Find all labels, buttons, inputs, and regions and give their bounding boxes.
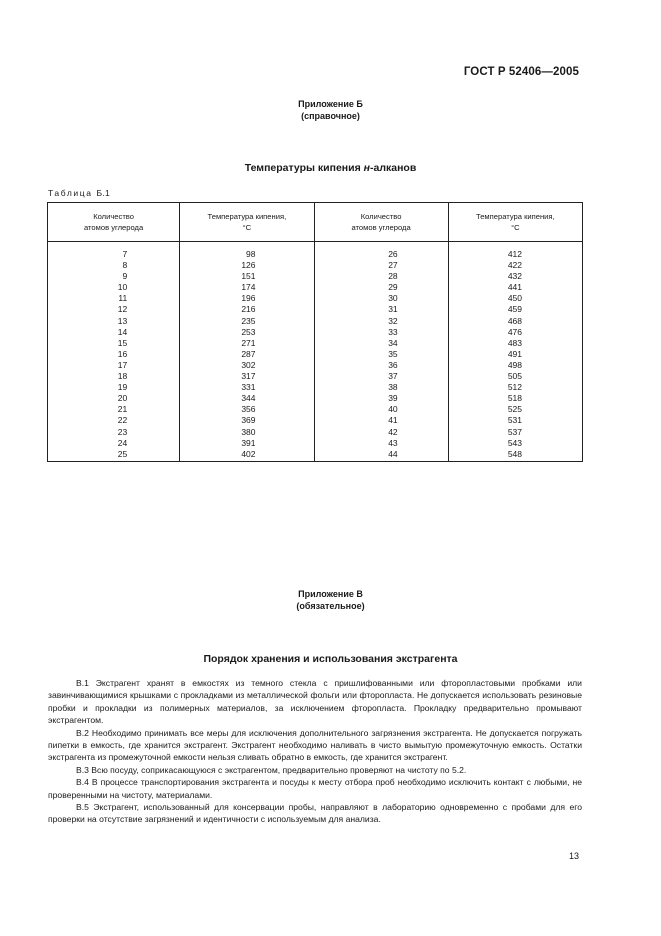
appendix-b-status: (справочное): [301, 111, 360, 121]
table-cell: 25: [48, 449, 180, 462]
table-row: [48, 415, 583, 426]
table-cell: 476: [448, 327, 582, 338]
table-cell: 483: [448, 338, 582, 349]
paragraph-v1: В.1 Экстрагент хранят в емкостях из темного стекла с пришлифованными или фторопластовыми пробками или завинчивающимися крышками с прокладками из металлической фольги или фторопласта. Не допускается использовать резиновые пробки и прокладки из полимерных материалов, за исключением фторопласта. Прокладку предварительно промывают экстрагентом.: [48, 678, 582, 726]
heading-suffix: -алканов: [369, 162, 417, 174]
header-carbon-count-1: Количество атомов углерода: [48, 203, 180, 242]
table-cell: 17: [48, 360, 180, 371]
table-cell: 30: [314, 293, 448, 304]
table-row: [48, 382, 583, 393]
table-row: [48, 360, 583, 371]
header-boiling-temp-1: Температура кипения, °С: [180, 203, 314, 242]
table-cell: 505: [448, 371, 582, 382]
appendix-v-heading: Порядок хранения и использования экстрагента: [203, 653, 458, 665]
table-cell: 548: [448, 449, 582, 462]
table-cell: 317: [180, 371, 314, 382]
table-row: [48, 427, 583, 438]
table-row: [48, 316, 583, 327]
table-cell: 450: [448, 293, 582, 304]
table-cell: 13: [48, 316, 180, 327]
table-cell: 302: [180, 360, 314, 371]
table-cell: 491: [448, 349, 582, 360]
appendix-v-block: [0, 588, 661, 612]
table-cell: 22: [48, 415, 180, 426]
standard-number: ГОСТ Р 52406—2005: [463, 66, 579, 78]
table-cell: 29: [314, 282, 448, 293]
table-cell: 253: [180, 327, 314, 338]
appendix-v-title: Приложение В: [298, 589, 363, 599]
table-row: [48, 260, 583, 271]
table-cell: 531: [448, 415, 582, 426]
table-cell: 12: [48, 304, 180, 315]
table-cell: 44: [314, 449, 448, 462]
table-cell: 174: [180, 282, 314, 293]
table-cell: 537: [448, 427, 582, 438]
page-number: 13: [568, 851, 579, 861]
appendix-b-block: [0, 98, 661, 122]
table-cell: 9: [48, 271, 180, 282]
table-cell: 380: [180, 427, 314, 438]
table-cell: 7: [48, 242, 180, 261]
table-label: [48, 188, 110, 198]
header-carbon-count-2: Количество атомов углерода: [314, 203, 448, 242]
table-cell: 543: [448, 438, 582, 449]
boiling-points-table: [47, 202, 583, 462]
table-row: [48, 271, 583, 282]
table-row: [48, 304, 583, 315]
table-cell: 498: [448, 360, 582, 371]
table-cell: 235: [180, 316, 314, 327]
table-cell: 41: [314, 415, 448, 426]
table-cell: 33: [314, 327, 448, 338]
table-row: [48, 371, 583, 382]
heading-italic: н: [363, 162, 370, 174]
table-cell: 35: [314, 349, 448, 360]
table-cell: 412: [448, 242, 582, 261]
heading-prefix: Температуры кипения: [244, 162, 364, 174]
table-cell: 8: [48, 260, 180, 271]
table-row: [48, 349, 583, 360]
table-cell: 28: [314, 271, 448, 282]
table-cell: 402: [180, 449, 314, 462]
appendix-v-body: [48, 677, 582, 826]
table-cell: 21: [48, 404, 180, 415]
table-cell: 20: [48, 393, 180, 404]
table-cell: 216: [180, 304, 314, 315]
paragraph-v5: В.5 Экстрагент, использованный для консервации пробы, направляют в лабораторию одновременно с пробами для его проверки на отсутствие загрязнений и идентичности с используемым для анализа.: [48, 802, 582, 825]
table-row: [48, 393, 583, 404]
table-cell: 37: [314, 371, 448, 382]
table-row: [48, 404, 583, 415]
table-cell: 432: [448, 271, 582, 282]
paragraph-v4: В.4 В процессе транспортирования экстрагента и посуды к месту отбора проб необходимо исключить контакт с любыми, не проверенными на чистоту, материалами.: [48, 777, 582, 800]
table-cell: 344: [180, 393, 314, 404]
table-cell: 34: [314, 338, 448, 349]
table-cell: 40: [314, 404, 448, 415]
table-cell: 151: [180, 271, 314, 282]
appendix-v-status: (обязательное): [296, 601, 365, 611]
table-row: [48, 293, 583, 304]
table-cell: 287: [180, 349, 314, 360]
table-cell: 271: [180, 338, 314, 349]
appendix-b-title: Приложение Б: [298, 99, 363, 109]
paragraph-v3: В.3 Всю посуду, соприкасающуюся с экстрагентом, предварительно проверяют на чистоту по 5.2.: [76, 764, 467, 775]
table-cell: 525: [448, 404, 582, 415]
table-cell: 27: [314, 260, 448, 271]
table-cell: 196: [180, 293, 314, 304]
table-label-number: Б.1: [96, 188, 111, 198]
table-cell: 10: [48, 282, 180, 293]
table-cell: 126: [180, 260, 314, 271]
paragraph-v2: В.2 Необходимо принимать все меры для исключения дополнительного загрязнения экстрагента. Не допускается погружать пипетки в емкость, где хранится экстрагент. Экстрагент необходимо наливать в чисто вымытую промежуточную емкость. Остатки экстрагента из промежуточной емкости нельзя сливать обратно в емкость, где хранится экстрагент.: [48, 727, 582, 763]
table-row: [48, 327, 583, 338]
table-label-word: Таблица: [48, 188, 93, 198]
table-cell: 11: [48, 293, 180, 304]
table-body: [48, 242, 583, 462]
table-row: [48, 282, 583, 293]
table-cell: 16: [48, 349, 180, 360]
table-cell: 391: [180, 438, 314, 449]
header-boiling-temp-2: Температура кипения, °С: [448, 203, 582, 242]
table-cell: 42: [314, 427, 448, 438]
table-cell: 26: [314, 242, 448, 261]
table-cell: 19: [48, 382, 180, 393]
table-cell: 23: [48, 427, 180, 438]
table-cell: 14: [48, 327, 180, 338]
table-cell: 468: [448, 316, 582, 327]
appendix-b-heading: [0, 162, 661, 174]
table-header-row: [48, 203, 583, 242]
table-cell: 24: [48, 438, 180, 449]
table-cell: 38: [314, 382, 448, 393]
table-cell: 18: [48, 371, 180, 382]
table-cell: 459: [448, 304, 582, 315]
table-cell: 331: [180, 382, 314, 393]
table-cell: 518: [448, 393, 582, 404]
table-row: [48, 449, 583, 462]
table-row: [48, 438, 583, 449]
table-cell: 31: [314, 304, 448, 315]
table-cell: 98: [180, 242, 314, 261]
table-cell: 15: [48, 338, 180, 349]
table-row: [48, 242, 583, 261]
table-cell: 36: [314, 360, 448, 371]
table-row: [48, 338, 583, 349]
table-cell: 43: [314, 438, 448, 449]
table-cell: 32: [314, 316, 448, 327]
table-cell: 512: [448, 382, 582, 393]
table-cell: 39: [314, 393, 448, 404]
table-cell: 369: [180, 415, 314, 426]
table-cell: 356: [180, 404, 314, 415]
table-cell: 422: [448, 260, 582, 271]
table-cell: 441: [448, 282, 582, 293]
